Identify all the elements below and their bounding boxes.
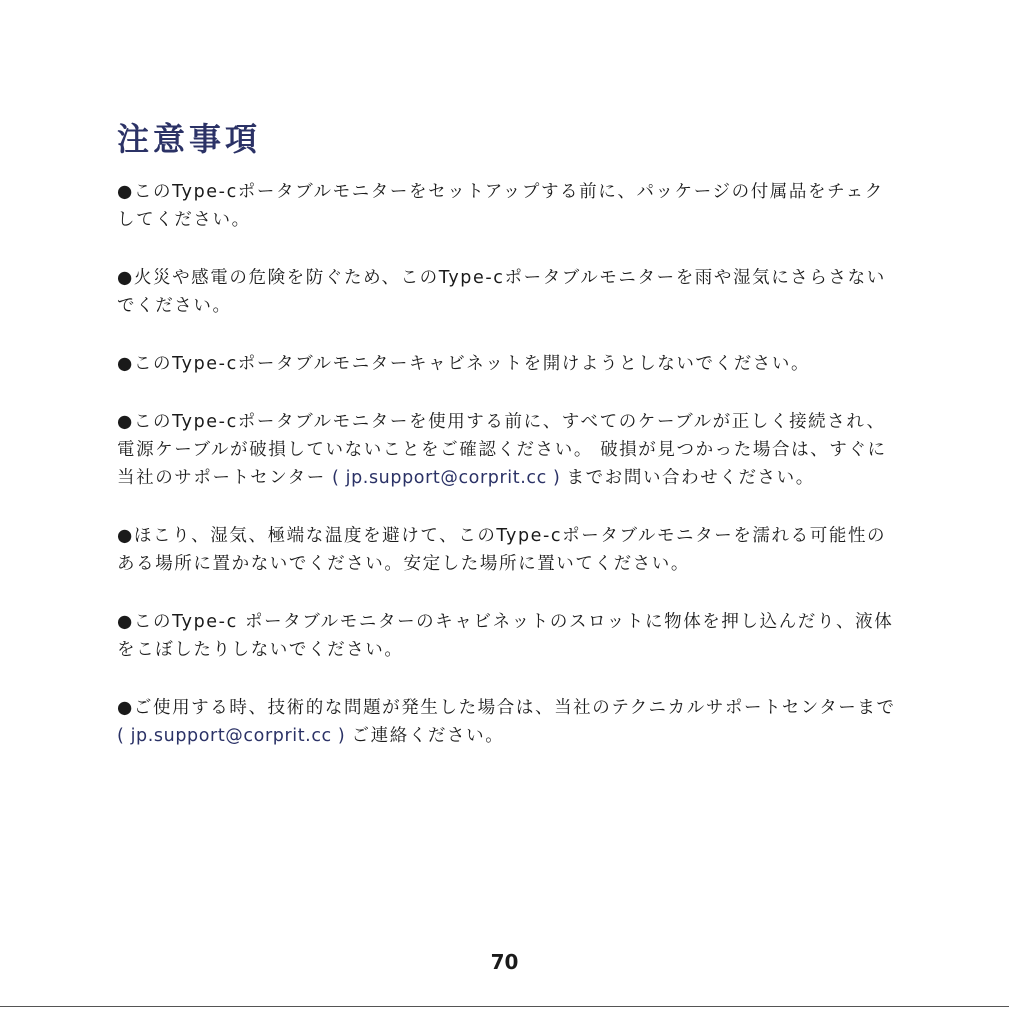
support-email-link[interactable]: ( jp.support@corprit.cc ) bbox=[117, 726, 352, 746]
note-item-setup: ●このType-cポータブルモニターをセットアップする前に、パッケージの付属品をチェクしてください。 bbox=[117, 182, 884, 230]
note-item-slots: ●このType-c ポータブルモニターのキャビネットのスロットに物体を押し込んだり、液体をこぼしたりしないでください。 bbox=[117, 612, 894, 660]
note-item-environment: ●ほこり、湿気、極端な温度を避けて、このType-cポータブルモニターを濡れる可能性のある場所に置かないでください。安定した場所に置いてください。 bbox=[117, 526, 887, 574]
page-number: 70 bbox=[490, 950, 519, 974]
note-text: ご連絡ください。 bbox=[351, 726, 505, 746]
note-item-cabinet: ●このType-cポータブルモニターキャビネットを開けようとしないでください。 bbox=[117, 354, 811, 374]
note-text: ●このType-cポータブルモニターを使用する前に、すべてのケーブルが正しく接続され、電源ケーブルが破損していないことをご確認ください。 破損が見つかった場合は、すぐに当社のサポートセンター bbox=[117, 412, 887, 488]
notes-list bbox=[117, 178, 897, 780]
note-item-fire-shock: ●火災や感電の危険を防ぐため、このType-cポータブルモニターを雨や湿気にさらさないでください。 bbox=[117, 268, 886, 316]
page-title: 注意事項 bbox=[117, 120, 262, 158]
note-item-tech-support bbox=[117, 694, 897, 750]
note-text: ●ご使用する時、技術的な問題が発生した場合は、当社のテクニカルサポートセンターまで bbox=[117, 698, 896, 718]
note-item-cables bbox=[117, 408, 897, 492]
support-email-link[interactable]: ( jp.support@corprit.cc ) bbox=[325, 468, 567, 488]
note-text: までお問い合わせください。 bbox=[566, 468, 815, 488]
bottom-divider bbox=[0, 1006, 1009, 1007]
